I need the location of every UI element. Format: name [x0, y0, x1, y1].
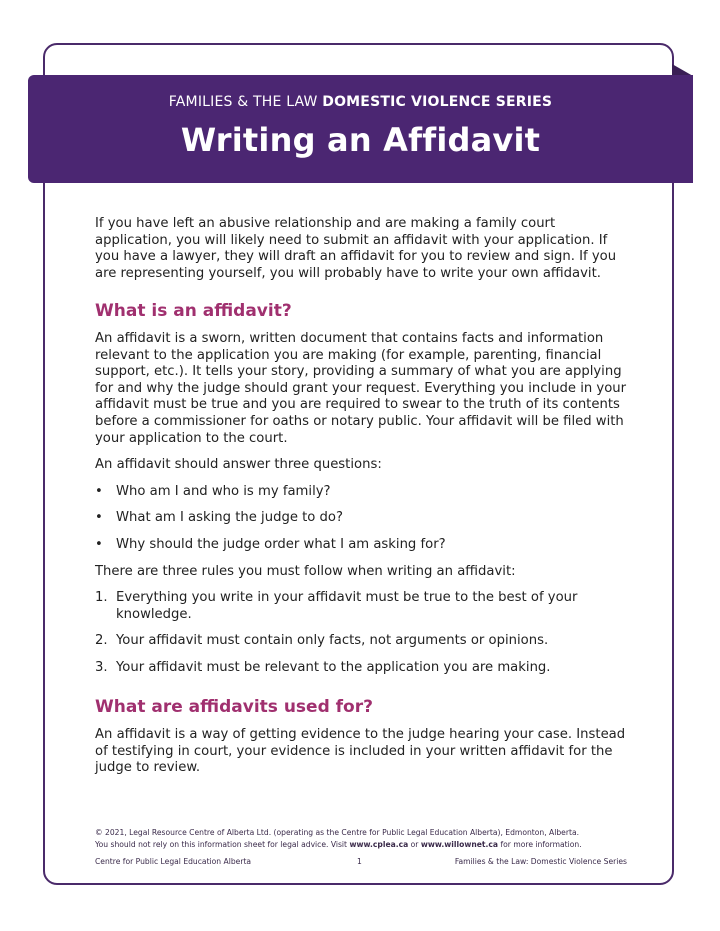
series-label-light: FAMILIES & THE LAW [168, 94, 318, 110]
footer-org: Centre for Public Legal Education Alberta [95, 857, 252, 866]
page-title: Writing an Affidavit [180, 121, 541, 159]
rule-text: Your affidavit must be relevant to the application you are making. [116, 659, 551, 675]
rule-number: 1. [95, 590, 108, 606]
rule-number: 2. [95, 633, 108, 649]
uses-paragraph: An affidavit is a way of getting evidence to the judge hearing your case. Instead of testifying in court, your evidence is included in your written affidavit for the judge to review. [95, 727, 626, 776]
disclaimer-or: or [408, 840, 421, 849]
bullet-icon: • [95, 483, 103, 499]
bullet-icon: • [95, 536, 103, 552]
definition-paragraph: An affidavit is a sworn, written document that contains facts and information relevant to the application you are making (for example, parenting, financial support, etc.). It tells your story, providing a summary of what you are applying for and why the judge should grant your request. Everything you include in your affidavit must be true and you are required to swear to the truth of its contents before a commissioner for oaths or notary public. Your affidavit will be filed with your application to the court. [95, 330, 627, 446]
questions-intro: An affidavit should answer three questions: [95, 457, 382, 473]
question-item [95, 484, 630, 501]
question-text: Why should the judge order what I am asking for? [116, 536, 446, 552]
question-text: Who am I and who is my family? [116, 483, 331, 499]
rule-item [95, 660, 630, 677]
copyright-line: © 2021, Legal Resource Centre of Alberta Ltd. (operating as the Centre for Public Legal Education Alberta), Edmonton, Alberta. [95, 828, 580, 837]
main-content [95, 216, 630, 777]
footer-legal [95, 827, 635, 851]
footer-series: Families & the Law: Domestic Violence Series [454, 857, 627, 866]
page-number: 1 [357, 857, 362, 866]
section-heading-what-is: What is an affidavit? [95, 301, 292, 322]
rule-item [95, 633, 630, 650]
bullet-icon: • [95, 510, 103, 526]
disclaimer-end: for more information. [498, 840, 582, 849]
cplea-link[interactable]: www.cplea.ca [349, 840, 409, 849]
header-banner [28, 75, 693, 183]
rule-text: Your affidavit must contain only facts, not arguments or opinions. [116, 633, 549, 649]
question-item [95, 537, 630, 554]
question-item [95, 510, 630, 527]
question-text: What am I asking the judge to do? [116, 510, 343, 526]
intro-paragraph: If you have left an abusive relationship and are making a family court application, you will likely need to submit an affidavit with your application. If you have a lawyer, they will draft an affidavit for you to review and sign. If you are representing yourself, you will probably have to write your own affidavit. [95, 216, 617, 281]
rule-text: Everything you write in your affidavit must be true to the best of your knowledge. [116, 590, 578, 622]
disclaimer-line [95, 839, 635, 851]
disclaimer-text: You should not rely on this information sheet for legal advice. Visit [95, 840, 350, 849]
section-heading-uses: What are affidavits used for? [95, 697, 373, 718]
rule-item [95, 590, 630, 623]
rules-intro: There are three rules you must follow when writing an affidavit: [95, 563, 516, 579]
rule-number: 3. [95, 659, 108, 675]
willownet-link[interactable]: www.willownet.ca [420, 840, 499, 849]
series-label [28, 94, 693, 110]
series-label-bold: DOMESTIC VIOLENCE SERIES [322, 94, 553, 110]
